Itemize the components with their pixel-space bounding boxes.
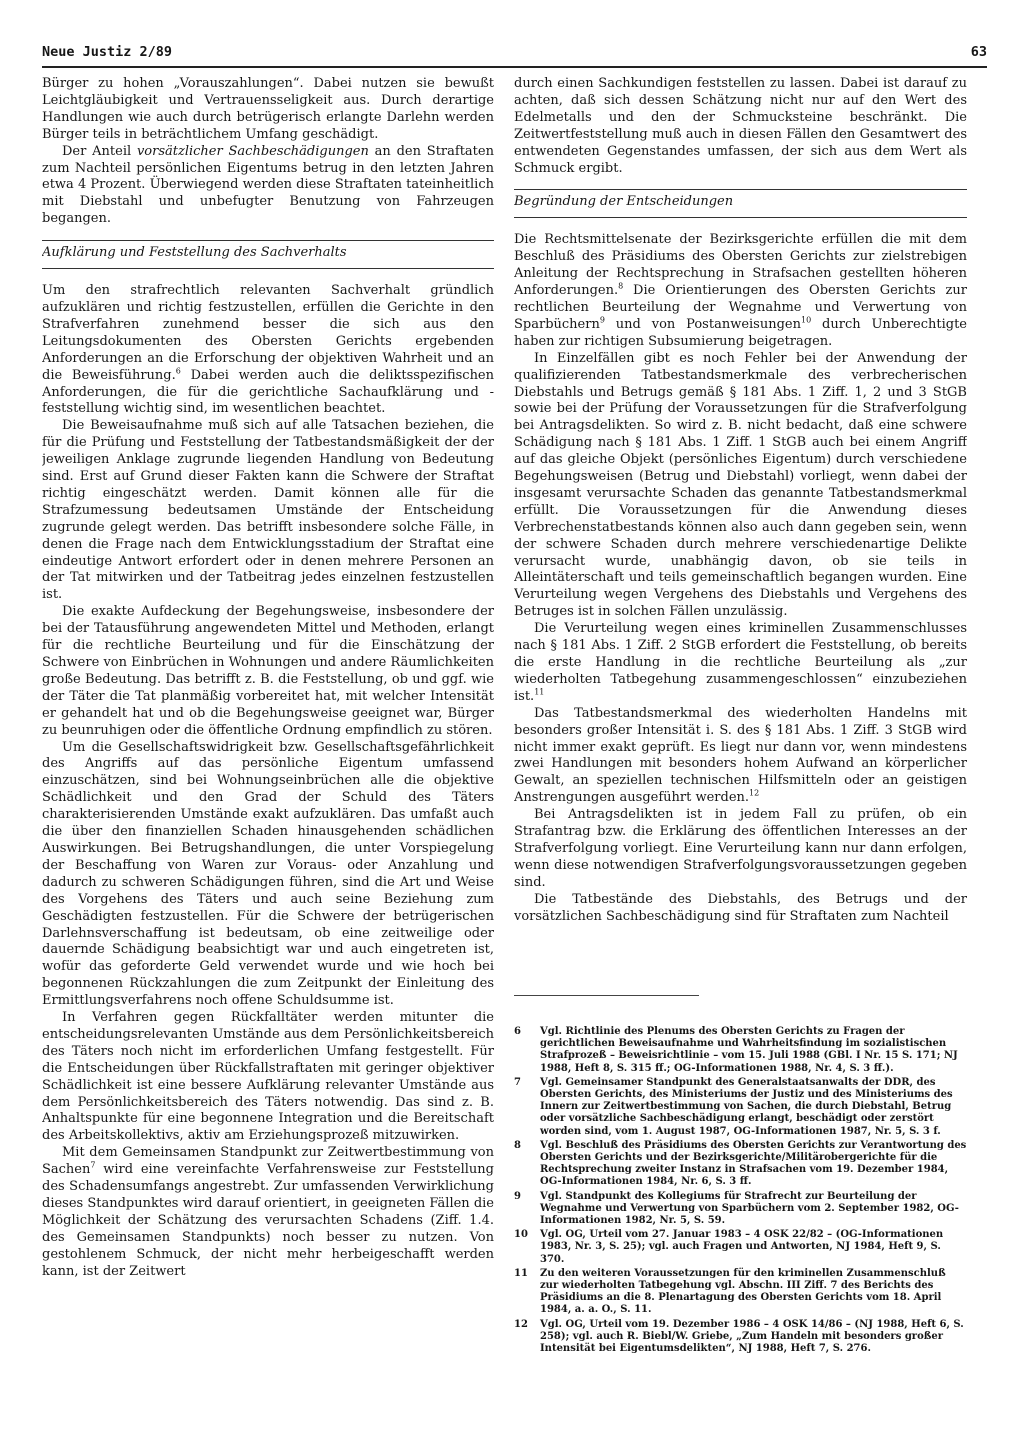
footnote-text: Vgl. Beschluß des Präsidiums des Obersten Gerichts zur Verantwortung des Obersten Gerichts und der Bezirksgerichte/Militärobergerichte für die Rechtsprechung zweiter Instanz in Strafsachen vom 19. Dezember 1984, OG-Informationen 1984, Nr. 6, S. 3 ff. [540,1139,967,1188]
paragraph [42,283,494,418]
footnote-ref[interactable]: 6 [175,366,181,376]
section-heading: Begründung der Entscheidungen [514,189,967,218]
footnote-number: 12 [514,1318,528,1330]
footnote-number: 8 [514,1139,521,1151]
footnote-item [514,1191,967,1228]
footnote-ref[interactable]: 10 [800,315,812,325]
right-column [514,76,967,1016]
paragraph [42,1145,494,1280]
footnote-number: 7 [514,1076,521,1088]
emphasis-text: vorsätzlicher Sachbeschädigungen [136,143,369,159]
text-run: Dabei werden auch die deliktsspezifischen Anforderungen, die für die gerichtliche Sachaufklärung und -feststellung wichtig sind, im wesentlichen beachtet. [42,367,494,417]
text-run: wird eine vereinfachte Verfahrensweise zur Feststellung des Schadensumfangs angestrebt. Zur umfassenden Verwirklichung dieses Standpunktes wird darauf orientiert, in geeigneten Fällen die Möglichkeit der Schätzung des verursachten Schadens (Ziff. 1.4. des Gemeinsamen Standpunkts) noch besser zu nutzen. Von gestohlenem Schmuck, der nicht mehr herbeigeschafft werden kann, ist der Zeitwert [42,1162,494,1279]
text-run: Das Tatbestandsmerkmal des wiederholten Handelns mit besonders großer Intensität i. S. des § 181 Abs. 1 Ziff. 3 StGB wird nicht immer exakt geprüft. Es liegt nur dann vor, wenn mindestens zwei Handlungen mit besonders hohem Aufwand an körperlicher Gewalt, an speziellen technischen Hilfsmitteln oder an geistigen Anstrengungen ausgeführt werden. [514,705,967,806]
paragraph [514,706,967,807]
paragraph: durch einen Sachkundigen feststellen zu lassen. Dabei ist darauf zu achten, daß sich dessen Schätzung nicht nur auf den Wert des Edelmetalls und den der Schmucksteine beschränkt. Die Zeitwertfeststellung muß auch in diesen Fällen den Gesamtwert des entwendeten Gegenstandes umfassen, der sich aus dem Wert als Schmuck ergibt. [514,76,967,176]
footnote-text: Vgl. OG, Urteil vom 19. Dezember 1986 – 4 OSK 14/86 – (NJ 1988, Heft 6, S. 258); vgl. auch R. Biebl/W. Griebe, „Zum Handeln mit besonders großer Intensität bei Eigentumsdelikten“, NJ 1988, Heft 7, S. 276. [540,1318,964,1355]
footnote-ref[interactable]: 12 [749,788,760,798]
text-run: durch Unberechtigte haben zur richtigen Subsumierung beigetragen. [514,316,967,349]
paragraph: Um die Gesellschaftswidrigkeit bzw. Gesellschaftsgefährlichkeit des Angriffs auf das persönliche Eigentum umfassend einzuschätzen, sind bei Wohnungseinbrüchen alle die objektive Schädlichkeit und den Grad der Schuld des Täters charakterisierenden Umstände exakt aufzuklären. Das umfaßt auch die über den finanziellen Schaden hinausgehenden schädlichen Auswirkungen. Bei Betrugshandlungen, die unter Vorspiegelung der Beschaffung von Waren zur Voraus- oder Anzahlung und dadurch zu schweren Schädigungen führen, sind die Art und Weise des Vorgehens des Täters und auch seine Beziehung zum Geschädigten festzustellen. Für die Schwere der betrügerischen Darlehnsverschaffung ist bedeutsam, ob eine zeitweilige oder dauernde Schädigung beabsichtigt war und auch eingetreten ist, wofür das geforderte Geld verwendet wurde und wie hoch bei begonnenen Rückzahlungen die zum Zeitpunkt der Einleitung des Ermittlungsverfahrens noch offene Schuldsumme ist. [42,739,494,1009]
footnote-text: Vgl. Richtlinie des Plenums des Obersten Gerichts zu Fragen der gerichtlichen Beweisaufnahme und Wahrheitsfindung im sozialistischen Strafprozeß – Beweisrichtlinie – vom 15. Juli 1988 (GBl. I Nr. 15 S. 171; NJ 1988, Heft 8, S. 315 ff.; OG-Informationen 1988, Nr. 4, S. 3 ff.). [540,1026,958,1074]
paragraph [514,232,967,350]
footnote-ref[interactable]: 7 [90,1160,96,1170]
text-run: Um den strafrechtlich relevanten Sachverhalt gründlich aufzuklären und richtig festzustellen, erfüllen die Gerichte in den Strafverfahren zunehmend besser die sich aus den Leitungsdokumenten des Obersten Gerichts ergebenden Anforderungen an die Erforschung der objektiven Wahrheit und an die Beweisführung. [42,283,494,383]
header-divider [42,66,987,68]
paragraph: Die exakte Aufdeckung der Begehungsweise, insbesondere der bei der Tatausführung angewendeten Mittel und Methoden, erlangt für die rechtliche Beurteilung und für die Einschätzung der Schwere von Einbrüchen in Wohnungen und andere Räumlichkeiten große Bedeutung. Das betrifft z. B. die Feststellung, ob und ggf. wie der Täter die Tat planmäßig vorbereitet hat, mit welcher Intensität er gehandelt hat und ob die Begehungsweise geeignet war, Bürger zu beunruhigen oder die öffentliche Ordnung empfindlich zu stören. [42,604,494,738]
paragraph: Die Tatbestände des Diebstahls, des Betrugs und der vorsätzlichen Sachbeschädigung sind für Straftaten zum Nachteil [514,891,967,924]
paragraph: In Einzelfällen gibt es noch Fehler bei der Anwendung der qualifizierenden Tatbestandsmerkmale des verbrecherischen Diebstahls und Betrugs gemäß § 181 Abs. 1 Ziff. 1, 2 und 3 StGB sowie bei der Prüfung der Voraussetzungen für die Strafverfolgung bei Antragsdelikten. So wird z. B. nicht bedacht, daß eine schwere Schädigung nach § 181 Abs. 1 Ziff. 1 StGB auch bei einem Angriff auf das gleiche Objekt (persönliches Eigentum) durch verschiedene Begehungsweisen (Betrug und Diebstahl) vorliegt, wenn dabei der insgesamt verursachte Schaden das genannte Tatbestandsmerkmal erfüllt. Die Voraussetzungen für die Anwendung dieses Verbrechenstatbestands können also auch dann gegeben sein, wenn der schwere Schaden durch mehrere verschiedenartige Delikte verursacht wurde, unabhängig davon, ob sie teils in Alleintäterschaft und teils gemeinschaftlich begangen wurden. Eine Verurteilung wegen Vergehens des Diebstahls und Vergehens des Betruges ist in solchen Fällen unzulässig. [514,350,967,620]
footnote-item [514,1229,967,1266]
text-run: Die Rechtsmittelsenate der Bezirksgerichte erfüllen die mit dem Beschluß des Präsidiums des Obersten Gerichts zur zielstrebigen Anleitung der Rechtsprechung in Strafsachen gestellten höheren Anforderungen. [514,232,967,299]
footnote-item [514,1319,967,1356]
footnote-text: Zu den weiteren Voraussetzungen für den kriminellen Zusammenschluß zur wiederholten Tatbegehung vgl. Abschn. III Ziff. 7 des Berichts des Präsidiums an die 8. Plenartagung des Obersten Gerichts vom 18. April 1984, a. a. O., S. 11. [540,1267,946,1316]
footnote-number: 6 [514,1026,521,1037]
footnote-divider [514,995,699,996]
footnote-number: 9 [514,1190,521,1202]
footnote-ref[interactable]: 8 [618,281,624,291]
footnote-item [514,1268,967,1317]
text-run: an den Straftaten zum Nachteil persönlichen Eigentums betrug in den letzten Jahren etwa 4 Prozent. Überwiegend werden diese Straftaten tateinheitlich mit Diebstahl und unbefugter Benutzung von Fahrzeugen begangen. [42,143,494,227]
text-run: und von Postanweisungen [604,316,801,332]
page-number: 63 [970,44,987,60]
paragraph: In Verfahren gegen Rückfalltäter werden mitunter die entscheidungsrelevanten Umstände aus dem Persönlichkeitsbereich des Täters noch nicht im erforderlichen Umfang festgestellt. Für die Entscheidungen über Rückfallstraftaten mit geringer objektiver Schädlichkeit ist eine bessere Aufklärung relevanter Umstände aus dem Persönlichkeitsbereich des Täters notwendig. Das sind z. B. Anhaltspunkte für eine begonnene Integration und die Bereitschaft des Arbeitskollektivs, aktiv am Erziehungsprozeß mitzuwirken. [42,1010,494,1144]
paragraph: Bei Antragsdelikten ist in jedem Fall zu prüfen, ob ein Strafantrag bzw. die Erklärung des öffentlichen Interesses an der Strafverfolgung vorliegt. Eine Verurteilung kann nur dann erfolgen, wenn diese notwendigen Strafverfolgungsvoraussetzungen gegeben sind. [514,807,967,890]
footnote-item [514,1026,967,1075]
paragraph [42,144,494,229]
paragraph: Die Beweisaufnahme muß sich auf alle Tatsachen beziehen, die für die Prüfung und Feststellung der Tatbestandsmäßigkeit der der jeweiligen Anklage zugrunde liegenden Handlung von Bedeutung sind. Erst auf Grund dieser Fakten kann die Schwere der Straftat richtig eingeschätzt werden. Damit können alle für die Strafzumessung bedeutsamen Umstände der Entscheidung zugrunde gelegt werden. Das betrifft insbesondere solche Fälle, in denen die Frage nach dem Entwicklungsstadium der Straftat eine eindeutige Antwort erfordert oder in denen mehrere Personen an der Tat mitwirken und der Tatbeitrag jedes einzelnen festzustellen ist. [42,418,494,603]
left-column [42,76,494,1436]
page-header [42,44,987,66]
text-run: Die Verurteilung wegen eines kriminellen Zusammenschlusses nach § 181 Abs. 1 Ziff. 2 StGB erfordert die Feststellung, ob bereits die erste Handlung in die rechtliche Beurteilung als „zur wiederholten Tatbegehung zusammengeschlossen“ einzubeziehen ist. [514,621,967,704]
text-run: Der Anteil [62,143,137,159]
footnote-item [514,1077,967,1138]
paragraph [514,621,967,706]
footnote-ref[interactable]: 9 [599,315,605,325]
text-run: Die Orientierungen des Obersten Gerichts zur rechtlichen Beurteilung der Wegnahme und Verwertung von Sparbüchern [514,283,967,332]
footnotes [514,1026,967,1426]
section-heading: Aufklärung und Feststellung des Sachverhalts [42,240,494,269]
journal-title: Neue Justiz 2/89 [42,44,173,60]
text-run: Mit dem Gemeinsamen Standpunkt zur Zeitwertbestimmung von Sachen [42,1145,494,1178]
footnote-text: Vgl. Gemeinsamer Standpunkt des Generalstaatsanwalts der DDR, des Obersten Gerichts, des Ministeriums der Justiz und des Ministeriums des Innern zur Zeitwertbestimmung von Sachen, die durch Diebstahl, Betrug oder vorsätzliche Sachbeschädigung erlangt, beschädigt oder zerstört worden sind, vom 1. August 1987, OG-Informationen 1987, Nr. 5, S. 3 f. [540,1076,953,1137]
footnote-item [514,1140,967,1189]
footnote-text: Vgl. OG, Urteil vom 27. Januar 1983 – 4 OSK 22/82 – (OG-Informationen 1983, Nr. 3, S. 25); vgl. auch Fragen und Antworten, NJ 1984, Heft 9, S. 370. [540,1229,944,1265]
footnote-number: 10 [514,1229,528,1241]
paragraph: Bürger zu hohen „Vorauszahlungen“. Dabei nutzen sie bewußt Leichtgläubigkeit und Vertrauensseligkeit aus. Durch derartige Handlungen wie auch durch betrügerisch erlangte Darlehn werden Bürger teils in beträchtlichem Umfang geschädigt. [42,76,494,142]
footnote-ref[interactable]: 11 [534,687,545,697]
footnote-number: 11 [514,1267,528,1279]
footnote-text: Vgl. Standpunkt des Kollegiums für Strafrecht zur Beurteilung der Wegnahme und Verwertung von Sparbüchern vom 2. September 1982, OG-Informationen 1982, Nr. 5, S. 59. [540,1190,959,1227]
